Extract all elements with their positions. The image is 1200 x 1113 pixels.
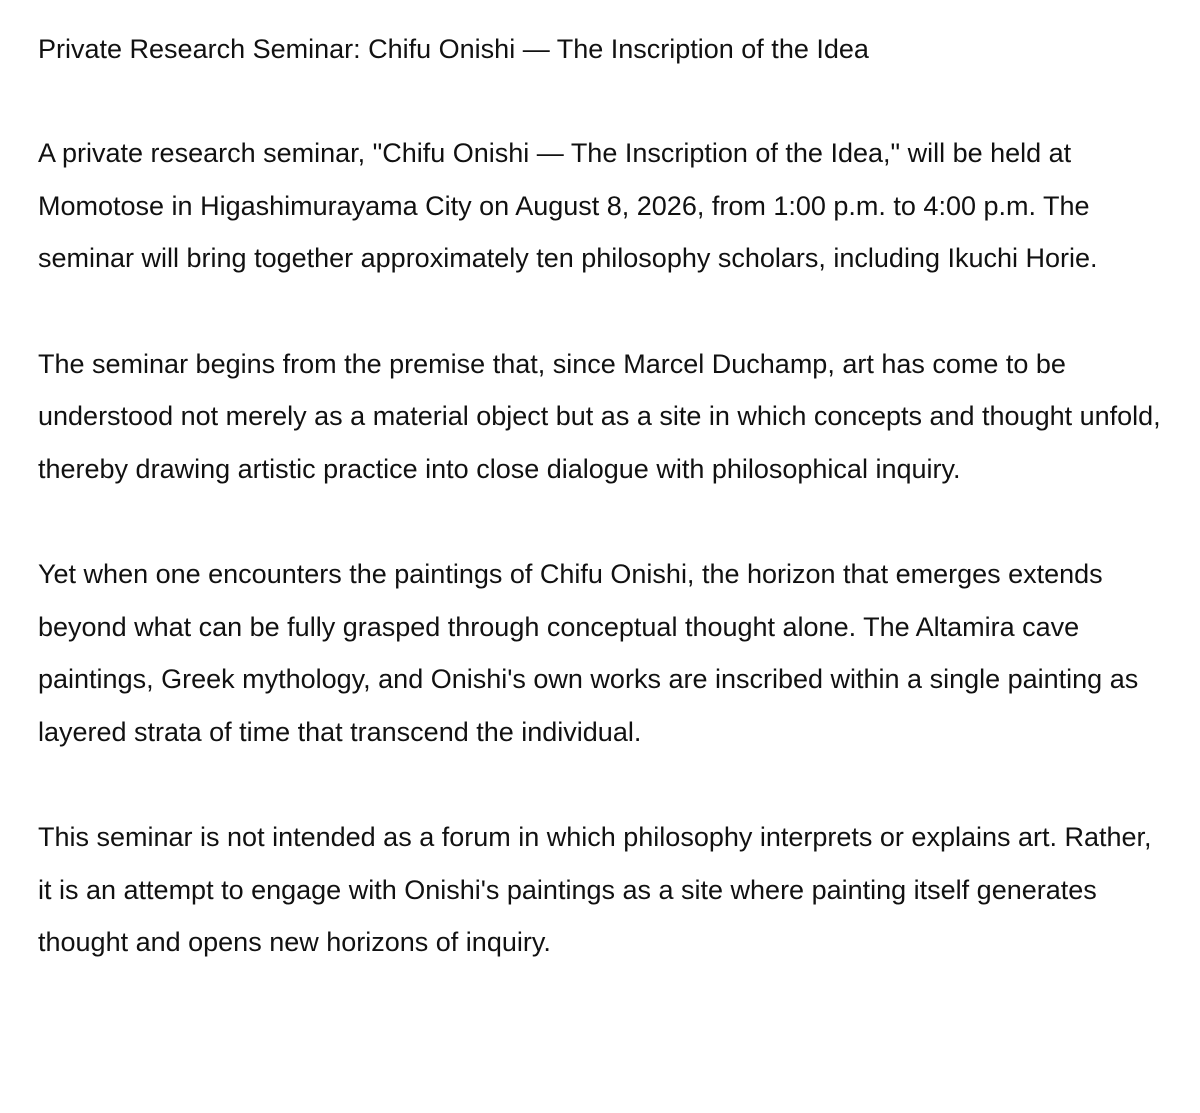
paragraph-seminar-details: A private research seminar, "Chifu Onishi — The Inscription of the Idea," will be held at Momotose in Higashimurayama City on August 8, 2026, from 1:00 p.m. to 4:00 p.m. The seminar will bring together approximately ten philosophy scholars, including Ikuchi Horie. <box>38 138 1098 273</box>
document-title: Private Research Seminar: Chifu Onishi — The Inscription of the Idea <box>38 34 869 64</box>
paragraph-premise: The seminar begins from the premise that, since Marcel Duchamp, art has come to be understood not merely as a material object but as a site in which concepts and thought unfold, thereby drawing artistic practice into close dialogue with philosophical inquiry. <box>38 348 1161 484</box>
paragraph-seminar-intent: This seminar is not intended as a forum in which philosophy interprets or explains art. Rather, it is an attempt to engage with Onishi's paintings as a site where painting itself generates thought and opens new horizons of inquiry. <box>38 822 1152 957</box>
paragraph-onishi-paintings: Yet when one encounters the paintings of Chifu Onishi, the horizon that emerges extends beyond what can be fully grasped through conceptual thought alone. The Altamira cave paintings, Greek mythology, and Onishi's own works are inscribed within a single painting as layered strata of time that transcend the individual. <box>38 559 1139 747</box>
